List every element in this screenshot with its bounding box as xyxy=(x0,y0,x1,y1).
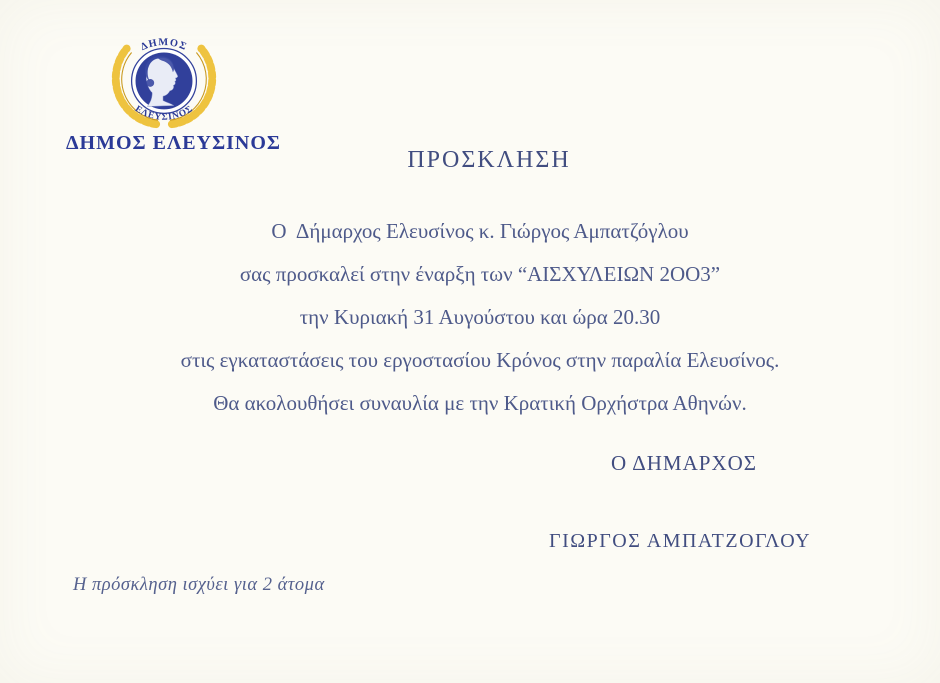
body-line-concert: Θα ακολουθήσει συναυλία με την Κρατική Ορχήστρα Αθηνών. xyxy=(213,391,747,415)
body-line-host: Ο Δήμαρχος Ελευσίνος κ. Γιώργος Αμπατζόγλου xyxy=(271,219,689,243)
seal-bottom-inscription: ΕΛΕΥΣΙΝΟΣ xyxy=(132,104,196,123)
validity-footnote: Η πρόσκληση ισχύει για 2 άτομα xyxy=(73,575,325,595)
municipality-name-caption: ΔΗΜΟΣ ΕΛΕΥΣΙΝΟΣ xyxy=(66,132,281,154)
invitation-body xyxy=(20,210,940,425)
body-line-datetime: την Κυριακή 31 Αυγούστου και ώρα 20.30 xyxy=(299,305,661,329)
signature-role: Ο ΔΗΜΑΡΧΟΣ xyxy=(611,451,757,475)
municipality-seal-icon xyxy=(110,22,218,134)
body-line-event: σας προσκαλεί στην έναρξη των “ΑΙΣΧΥΛΕΙΩΝ 2OO3” xyxy=(239,262,721,286)
body-line-venue: στις εγκαταστάσεις του εργοστασίου Κρόνος στην παραλία Ελευσίνος. xyxy=(180,348,780,372)
signature-name: ΓΙΩΡΓΟΣ ΑΜΠΑΤΖΟΓΛΟΥ xyxy=(549,530,812,552)
invitation-title: ΠΡΟΣΚΛΗΣΗ xyxy=(407,147,571,173)
seal-top-inscription: ΔΗΜΟΣ xyxy=(139,37,189,54)
